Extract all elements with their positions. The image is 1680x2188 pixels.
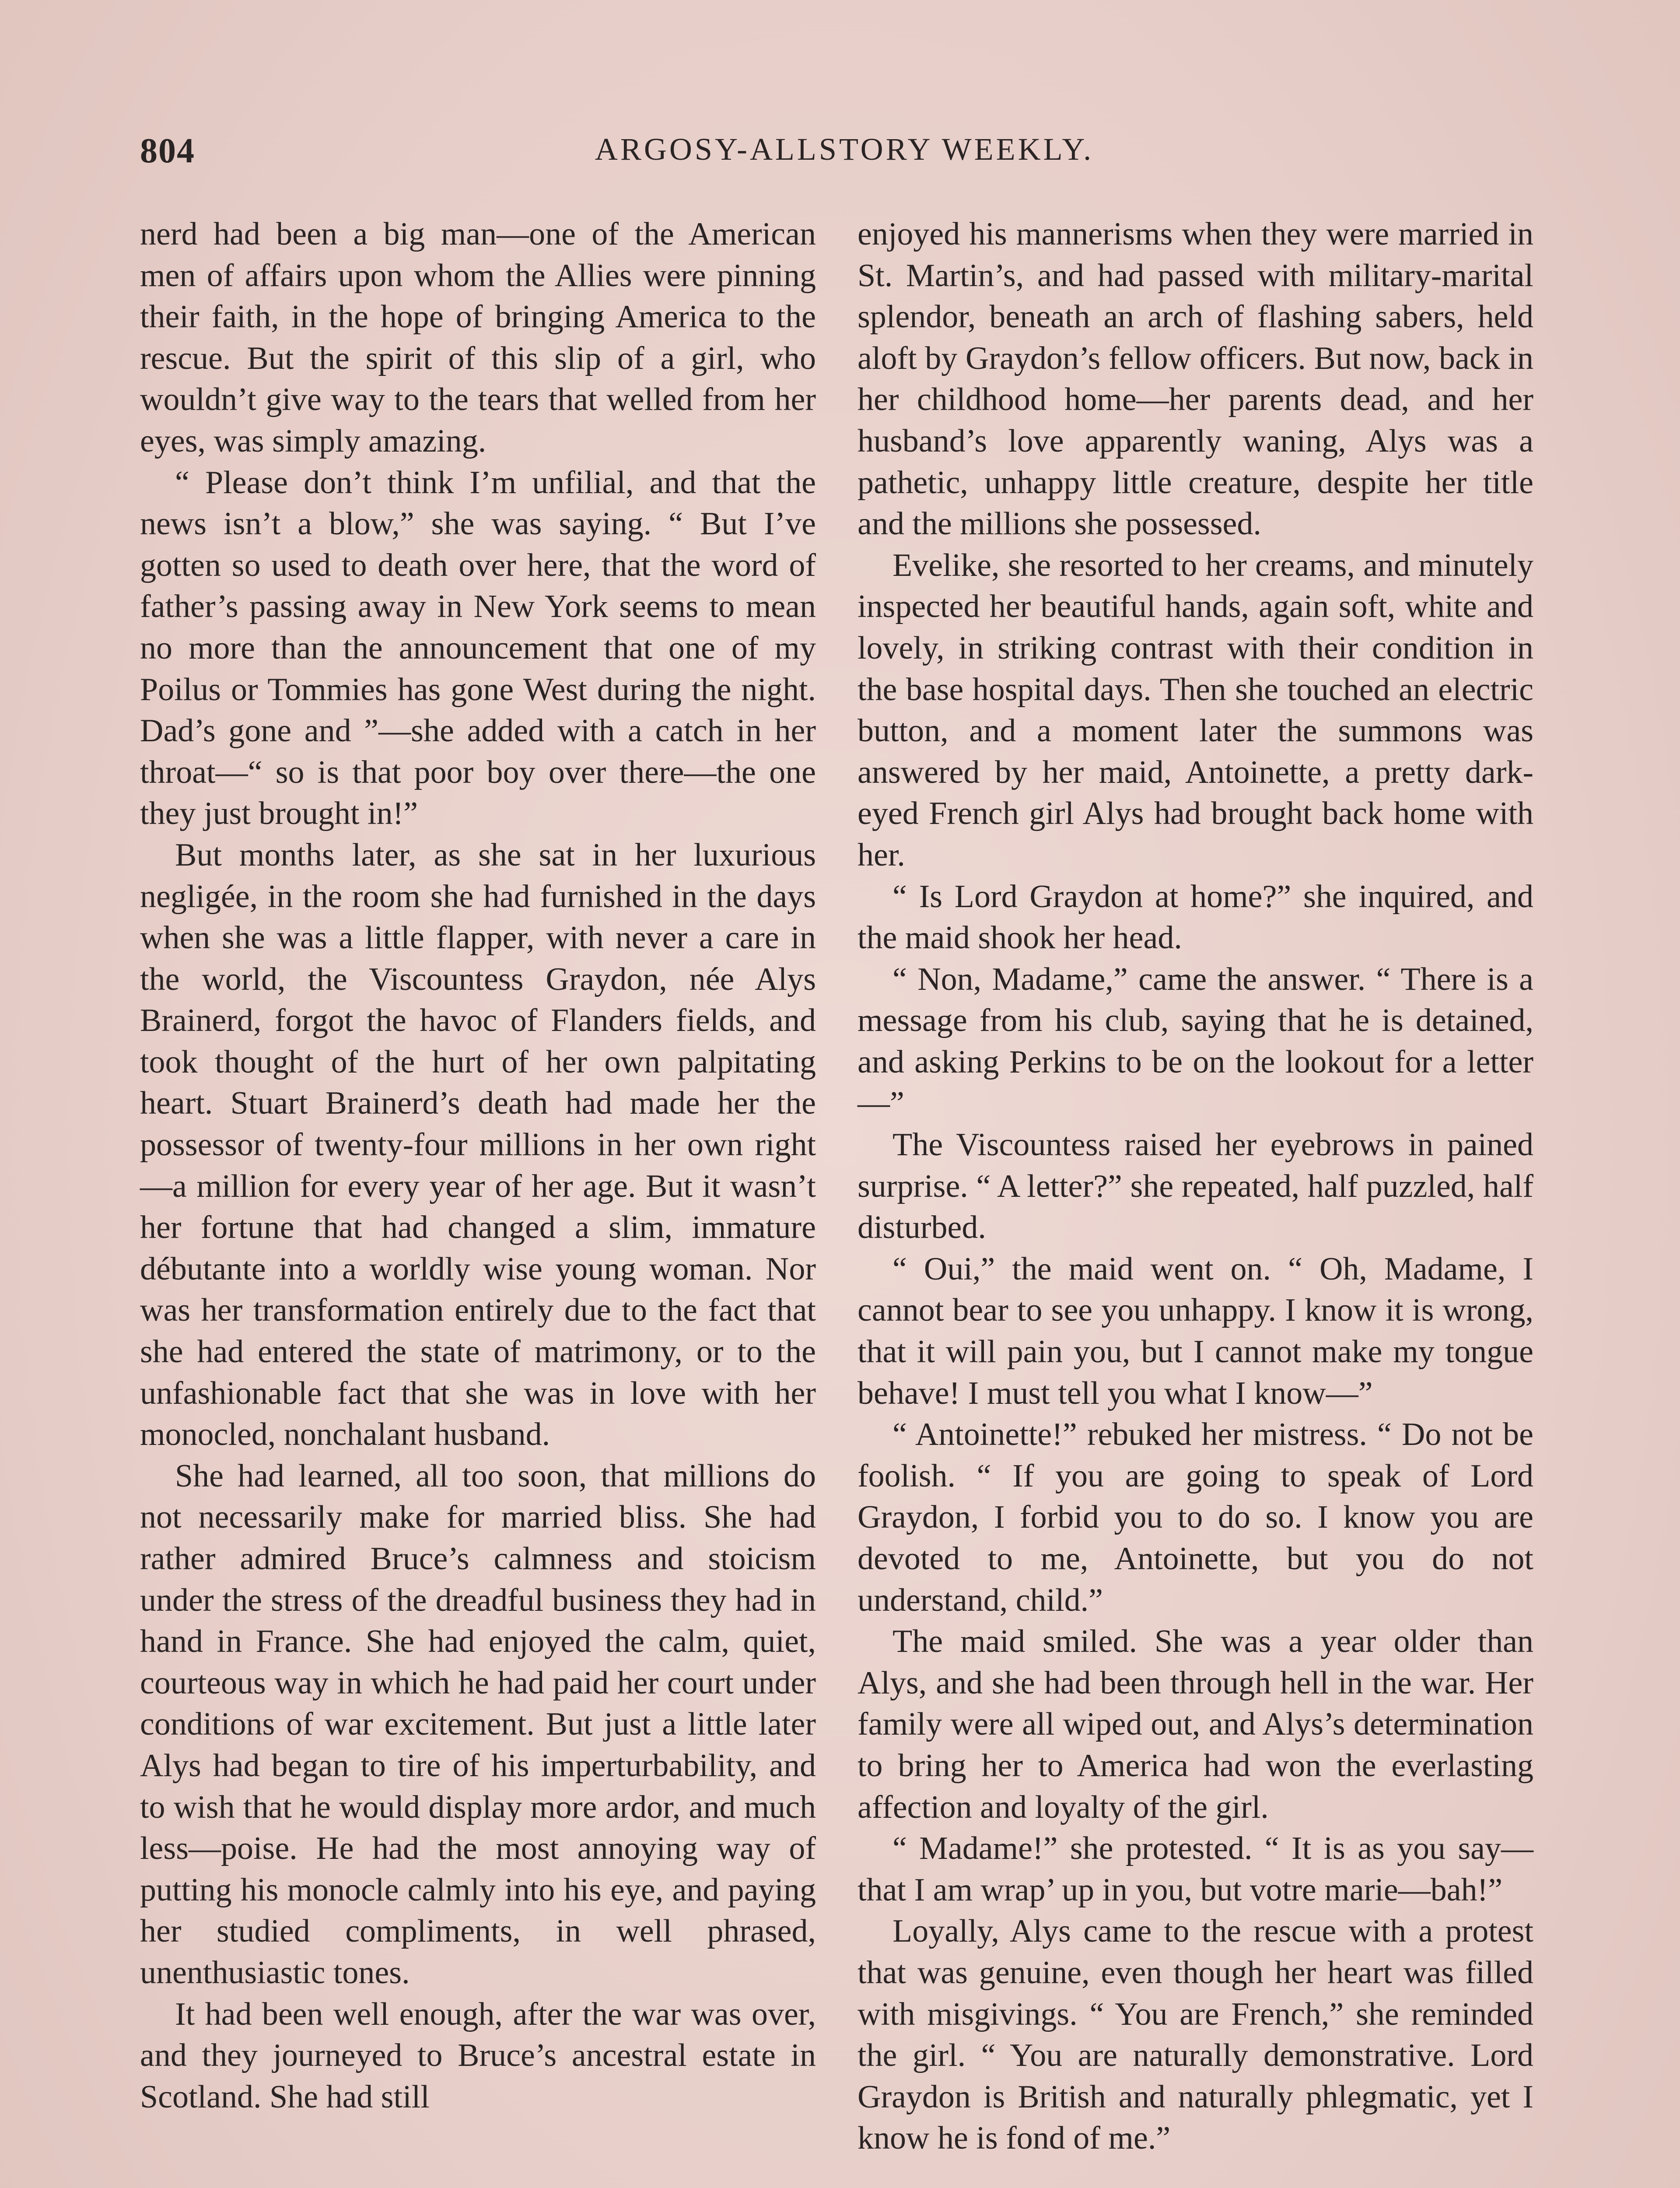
paragraph: She had learned, all too soon, that millions do not necessarily make for married bliss. She had rather admired Bruce’s calmness and stoicism under the stress of the dreadful business they had in hand in France. She had enjoyed the calm, quiet, courteous way in which he had paid her court under conditions of war excitement. But just a little later Alys had began to tire of his imperturbability, and to wish that he would display more ardor, and much less—poise. He had the most annoying way of putting his monocle calmly into his eye, and paying her studied compliments, in well phrased, unenthusiastic tones.: [140, 1458, 816, 1991]
paragraph: Loyally, Alys came to the rescue with a protest that was genuine, even though her heart was filled with misgivings. “ You are French,” she reminded the girl. “ You are naturally demonstrative. Lord Graydon is British and naturally phlegmatic, yet I know he is fond of me.”: [858, 1913, 1533, 2156]
paragraph: But months later, as she sat in her luxurious negligée, in the room she had furnished in the days when she was a little flapper, with never a care in the world, the Viscountess Graydon, née Alys Brainerd, forgot the havoc of Flanders fields, and took thought of the hurt of her own palpitating heart. Stuart Brainerd’s death had made her the possessor of twenty-four millions in her own right—a million for every year of her age. But it wasn’t her fortune that had changed a slim, immature débutante into a worldly wise young woman. Nor was her transformation entirely due to the fact that she had entered the state of matrimony, or to the unfashionable fact that she was in love with her monocled, nonchalant husband.: [140, 837, 816, 1453]
paragraph: “ Oui,” the maid went on. “ Oh, Madame, I cannot bear to see you unhappy. I know it is wrong, that it will pain you, but I cannot make my tongue behave! I must tell you what I know—”: [858, 1251, 1533, 1411]
page-number: 804: [140, 132, 195, 170]
right-column: [858, 214, 1533, 2159]
paragraph: “ Antoinette!” rebuked her mistress. “ Do not be foolish. “ If you are going to speak of Lord Graydon, I forbid you to do so. I know you are devoted to me, Antoinette, but you do not understand, child.”: [858, 1417, 1533, 1618]
paragraph: Evelike, she resorted to her creams, and minutely inspected her beautiful hands, again soft, white and lovely, in striking contrast with their condition in the base hospital days. Then she touched an electric button, and a moment later the summons was answered by her maid, Antoinette, a pretty dark-eyed French girl Alys had brought back home with her.: [858, 547, 1533, 873]
paragraph: “ Non, Madame,” came the answer. “ There is a message from his club, saying that he is detained, and asking Perkins to be on the lookout for a letter—”: [858, 961, 1533, 1122]
paragraph: enjoyed his mannerisms when they were married in St. Martin’s, and had passed with military-marital splendor, beneath an arch of flashing sabers, held aloft by Graydon’s fellow officers. But now, back in her childhood home—her parents dead, and her husband’s love apparently waning, Alys was a pathetic, unhappy little creature, despite her title and the millions she possessed.: [858, 216, 1533, 542]
paragraph: It had been well enough, after the war was over, and they journeyed to Bruce’s ancestral estate in Scotland. She had still: [140, 1996, 816, 2115]
paragraph: “ Please don’t think I’m unfilial, and that the news isn’t a blow,” she was saying. “ But I’ve gotten so used to death over here, that the word of father’s passing away in New York seems to mean no more than the announcement that one of my Poilus or Tommies has gone West during the night. Dad’s gone and ”—she added with a catch in her throat—“ so is that poor boy over there—the one they just brought in!”: [140, 464, 816, 832]
left-column: [140, 214, 816, 2118]
paragraph: nerd had been a big man—one of the American men of affairs upon whom the Allies were pinning their faith, in the hope of bringing America to the rescue. But the spirit of this slip of a girl, who wouldn’t give way to the tears that welled from her eyes, was simply amazing.: [140, 216, 816, 459]
page-header: [140, 131, 1549, 179]
paragraph: “ Madame!” she protested. “ It is as you say—that I am wrap’ up in you, but votre marie—bah!”: [858, 1830, 1533, 1908]
paragraph: “ Is Lord Graydon at home?” she inquired, and the maid shook her head.: [858, 878, 1533, 956]
paragraph: The Viscountess raised her eyebrows in pained surprise. “ A letter?” she repeated, half puzzled, half disturbed.: [858, 1127, 1533, 1246]
paragraph: The maid smiled. She was a year older than Alys, and she had been through hell in the war. Her family were all wiped out, and Alys’s determination to bring her to America had won the everlasting affection and loyalty of the girl.: [858, 1623, 1533, 1825]
running-head: ARGOSY-ALLSTORY WEEKLY.: [595, 132, 1094, 167]
